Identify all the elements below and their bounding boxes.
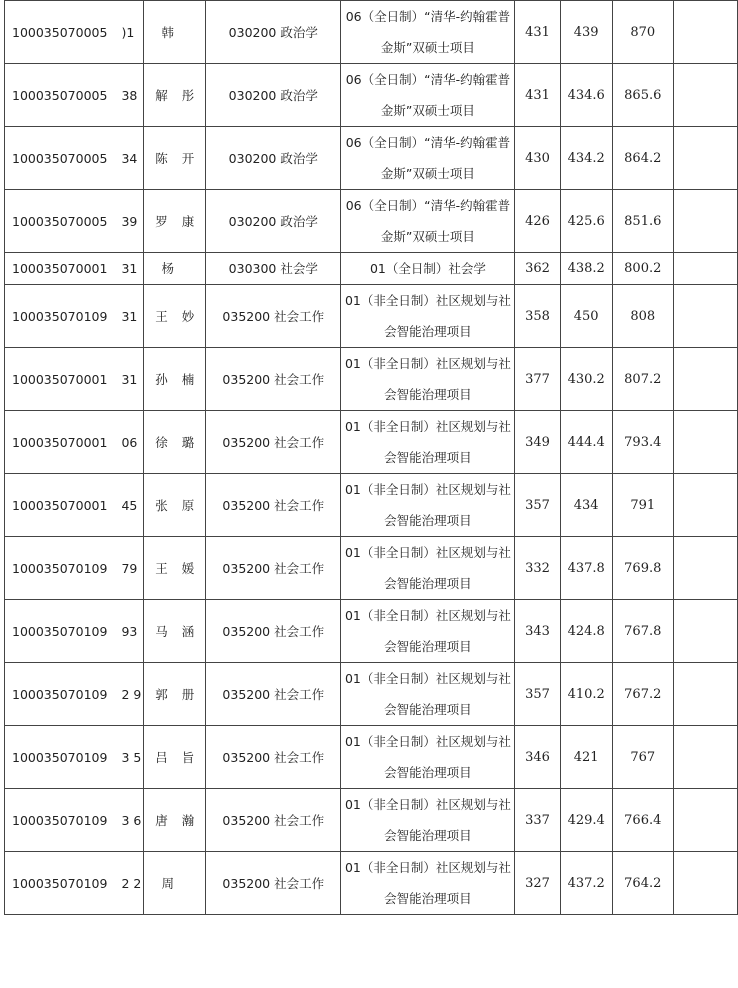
direction-cell <box>341 285 515 348</box>
table-row <box>5 600 738 663</box>
direction-cell <box>341 789 515 852</box>
redaction-mask <box>168 89 182 104</box>
prelim-score-cell <box>515 1 560 64</box>
retest-score-cell <box>560 537 612 600</box>
total-score-cell <box>612 253 673 285</box>
major: 030300 社会学 <box>228 261 318 276</box>
total-score: 764.2 <box>624 875 662 891</box>
note-cell <box>673 852 737 915</box>
note-cell <box>673 789 737 852</box>
redaction-mask <box>174 262 188 277</box>
major-cell <box>206 474 341 537</box>
name-cell <box>144 474 206 537</box>
candidate-id-tail: 31 <box>121 308 138 324</box>
retest-score-cell <box>560 726 612 789</box>
total-score-cell <box>612 411 673 474</box>
candidate-id-cell <box>5 190 144 253</box>
table-row <box>5 537 738 600</box>
candidate-id: 100035070109 <box>12 686 108 702</box>
direction-cell <box>341 1 515 64</box>
redaction-mask <box>107 814 121 829</box>
redaction-mask <box>107 625 121 640</box>
total-score-cell <box>612 64 673 127</box>
prelim-score-cell <box>515 852 560 915</box>
name-cell <box>144 789 206 852</box>
retest-score-cell <box>560 253 612 285</box>
redaction-mask <box>174 26 188 41</box>
table-row <box>5 285 738 348</box>
retest-score-cell <box>560 411 612 474</box>
name-last-char: 册 <box>181 686 195 702</box>
major-cell <box>206 64 341 127</box>
research-direction: 01（非全日制）社区规划与社会智能治理项目 <box>344 734 511 780</box>
name-cell <box>144 600 206 663</box>
total-score: 767 <box>630 749 656 765</box>
retest-score-cell <box>560 127 612 190</box>
major-cell <box>206 411 341 474</box>
prelim-score: 377 <box>525 371 550 387</box>
redaction-mask <box>168 215 182 230</box>
retest-score-cell <box>560 789 612 852</box>
redaction-mask <box>107 310 121 325</box>
candidate-id-tail: 2 2 <box>121 875 142 891</box>
candidate-id-cell <box>5 726 144 789</box>
candidate-id-cell <box>5 348 144 411</box>
name-last-char: 瀚 <box>181 812 195 828</box>
score-table <box>4 0 738 915</box>
prelim-score: 430 <box>525 150 550 166</box>
major-cell <box>206 127 341 190</box>
redaction-mask <box>168 310 182 325</box>
retest-score-cell <box>560 285 612 348</box>
major: 035200 社会工作 <box>222 308 325 324</box>
major-cell <box>206 663 341 726</box>
retest-score: 430.2 <box>567 371 605 387</box>
research-direction: 01（非全日制）社区规划与社会智能治理项目 <box>344 545 511 591</box>
prelim-score-cell <box>515 726 560 789</box>
prelim-score: 431 <box>525 24 550 40</box>
note-cell <box>673 663 737 726</box>
name-first-char: 唐 <box>155 812 168 828</box>
direction-cell <box>341 253 515 285</box>
total-score-cell <box>612 600 673 663</box>
redaction-mask <box>107 215 121 230</box>
candidate-id-cell <box>5 537 144 600</box>
redaction-mask <box>168 373 182 388</box>
total-score: 864.2 <box>624 150 662 166</box>
candidate-id-tail: 2 9 <box>121 686 142 702</box>
retest-score-cell <box>560 190 612 253</box>
major: 030200 政治学 <box>228 87 318 103</box>
table-row <box>5 663 738 726</box>
direction-cell <box>341 726 515 789</box>
retest-score-cell <box>560 1 612 64</box>
redaction-mask <box>107 688 121 703</box>
candidate-id-tail: 31 <box>121 261 138 276</box>
retest-score: 410.2 <box>567 686 605 702</box>
name-last-char: 璐 <box>181 434 195 450</box>
prelim-score: 343 <box>525 623 550 639</box>
name-first-char: 罗 <box>155 213 168 229</box>
candidate-id-cell <box>5 663 144 726</box>
redaction-mask <box>107 262 121 277</box>
name-first-char: 周 <box>161 875 175 891</box>
redaction-mask <box>107 562 121 577</box>
name-cell <box>144 537 206 600</box>
major: 035200 社会工作 <box>222 623 325 639</box>
redaction-mask <box>107 877 121 892</box>
retest-score-cell <box>560 600 612 663</box>
name-first-char: 解 <box>155 87 168 103</box>
prelim-score-cell <box>515 190 560 253</box>
direction-cell <box>341 852 515 915</box>
research-direction: 01（非全日制）社区规划与社会智能治理项目 <box>344 356 511 402</box>
candidate-id-tail: 93 <box>121 623 138 639</box>
direction-cell <box>341 348 515 411</box>
total-score: 807.2 <box>624 371 662 387</box>
redaction-mask <box>168 751 182 766</box>
candidate-id-tail: 45 <box>121 497 138 513</box>
table-body <box>5 1 738 915</box>
major: 030200 政治学 <box>228 24 318 40</box>
name-first-char: 杨 <box>161 261 175 276</box>
major-cell <box>206 726 341 789</box>
name-cell <box>144 348 206 411</box>
total-score-cell <box>612 348 673 411</box>
total-score: 851.6 <box>624 213 662 229</box>
note-cell <box>673 64 737 127</box>
prelim-score-cell <box>515 663 560 726</box>
candidate-id-cell <box>5 285 144 348</box>
candidate-id: 100035070109 <box>12 875 108 891</box>
retest-score: 437.2 <box>567 875 605 891</box>
name-cell <box>144 253 206 285</box>
name-first-char: 王 <box>155 560 168 576</box>
direction-cell <box>341 190 515 253</box>
major: 035200 社会工作 <box>222 749 325 765</box>
major: 030200 政治学 <box>228 213 318 229</box>
total-score: 791 <box>630 497 656 513</box>
note-cell <box>673 253 737 285</box>
name-last-char: 开 <box>181 150 195 166</box>
total-score: 767.2 <box>624 686 662 702</box>
prelim-score-cell <box>515 537 560 600</box>
prelim-score: 349 <box>525 434 550 450</box>
total-score: 800.2 <box>624 261 662 276</box>
total-score-cell <box>612 127 673 190</box>
retest-score: 444.4 <box>567 434 605 450</box>
research-direction: 06（全日制）“清华-约翰霍普金斯”双硕士项目 <box>345 72 511 118</box>
note-cell <box>673 127 737 190</box>
name-cell <box>144 190 206 253</box>
name-first-char: 韩 <box>161 24 175 40</box>
note-cell <box>673 474 737 537</box>
name-first-char: 王 <box>155 308 168 324</box>
name-last-char: 妙 <box>181 308 195 324</box>
redaction-mask <box>168 436 182 451</box>
retest-score: 429.4 <box>567 812 605 828</box>
total-score-cell <box>612 537 673 600</box>
prelim-score-cell <box>515 789 560 852</box>
name-cell <box>144 127 206 190</box>
note-cell <box>673 190 737 253</box>
major-cell <box>206 285 341 348</box>
prelim-score: 346 <box>525 749 550 765</box>
research-direction: 01（非全日制）社区规划与社会智能治理项目 <box>344 419 511 465</box>
candidate-id-tail: )1 <box>121 24 135 40</box>
major: 035200 社会工作 <box>222 371 325 387</box>
name-last-char: 彤 <box>181 87 195 103</box>
candidate-id: 100035070109 <box>12 749 108 765</box>
candidate-id-cell <box>5 253 144 285</box>
retest-score: 434.6 <box>567 87 605 103</box>
total-score: 767.8 <box>624 623 662 639</box>
prelim-score: 362 <box>525 261 550 276</box>
candidate-id-cell <box>5 789 144 852</box>
direction-cell <box>341 663 515 726</box>
note-cell <box>673 348 737 411</box>
table-row <box>5 64 738 127</box>
total-score-cell <box>612 789 673 852</box>
candidate-id-tail: 3 5 <box>121 749 142 765</box>
prelim-score-cell <box>515 64 560 127</box>
total-score-cell <box>612 474 673 537</box>
note-cell <box>673 726 737 789</box>
name-last-char: 原 <box>181 497 195 513</box>
retest-score: 424.8 <box>567 623 605 639</box>
major-cell <box>206 537 341 600</box>
redaction-mask <box>107 89 121 104</box>
name-first-char: 张 <box>155 497 168 513</box>
total-score: 870 <box>630 24 656 40</box>
total-score-cell <box>612 852 673 915</box>
retest-score: 434 <box>573 497 599 513</box>
total-score-cell <box>612 285 673 348</box>
name-cell <box>144 64 206 127</box>
table-row <box>5 789 738 852</box>
table-row <box>5 852 738 915</box>
prelim-score-cell <box>515 411 560 474</box>
total-score: 793.4 <box>624 434 662 450</box>
table-row <box>5 253 738 285</box>
research-direction: 01（非全日制）社区规划与社会智能治理项目 <box>344 797 511 843</box>
name-cell <box>144 1 206 64</box>
retest-score-cell <box>560 64 612 127</box>
prelim-score-cell <box>515 348 560 411</box>
candidate-id: 100035070001 <box>12 434 108 450</box>
name-cell <box>144 852 206 915</box>
prelim-score: 332 <box>525 560 550 576</box>
retest-score: 438.2 <box>567 261 605 276</box>
redaction-mask <box>168 152 182 167</box>
major-cell <box>206 190 341 253</box>
major-cell <box>206 1 341 64</box>
redaction-mask <box>107 373 121 388</box>
table-row <box>5 1 738 64</box>
name-cell <box>144 285 206 348</box>
redaction-mask <box>168 625 182 640</box>
candidate-id-cell <box>5 64 144 127</box>
table-row <box>5 474 738 537</box>
prelim-score: 337 <box>525 812 550 828</box>
name-first-char: 孙 <box>155 371 168 387</box>
redaction-mask <box>174 877 188 892</box>
name-cell <box>144 411 206 474</box>
retest-score: 450 <box>573 308 599 324</box>
candidate-id-cell <box>5 411 144 474</box>
candidate-id: 100035070005 <box>12 213 108 229</box>
direction-cell <box>341 537 515 600</box>
total-score: 769.8 <box>624 560 662 576</box>
candidate-id-cell <box>5 600 144 663</box>
retest-score: 421 <box>573 749 599 765</box>
table-row <box>5 348 738 411</box>
direction-cell <box>341 64 515 127</box>
candidate-id-tail: 34 <box>121 150 138 166</box>
research-direction: 01（全日制）社会学 <box>369 261 486 276</box>
name-cell <box>144 663 206 726</box>
prelim-score: 357 <box>525 497 550 513</box>
redaction-mask <box>168 499 182 514</box>
total-score-cell <box>612 726 673 789</box>
research-direction: 06（全日制）“清华-约翰霍普金斯”双硕士项目 <box>345 135 511 181</box>
direction-cell <box>341 474 515 537</box>
candidate-id: 100035070005 <box>12 24 108 40</box>
major: 035200 社会工作 <box>222 812 325 828</box>
research-direction: 06（全日制）“清华-约翰霍普金斯”双硕士项目 <box>345 198 511 244</box>
note-cell <box>673 411 737 474</box>
major-cell <box>206 789 341 852</box>
candidate-id: 100035070001 <box>12 497 108 513</box>
name-cell <box>144 726 206 789</box>
candidate-id-cell <box>5 127 144 190</box>
candidate-id: 100035070109 <box>12 308 108 324</box>
major: 035200 社会工作 <box>222 875 325 891</box>
redaction-mask <box>168 562 182 577</box>
total-score-cell <box>612 663 673 726</box>
major-cell <box>206 852 341 915</box>
direction-cell <box>341 127 515 190</box>
redaction-mask <box>168 814 182 829</box>
retest-score-cell <box>560 852 612 915</box>
prelim-score-cell <box>515 253 560 285</box>
note-cell <box>673 600 737 663</box>
retest-score-cell <box>560 348 612 411</box>
major: 035200 社会工作 <box>222 434 325 450</box>
research-direction: 01（非全日制）社区规划与社会智能治理项目 <box>344 482 511 528</box>
table-row <box>5 190 738 253</box>
retest-score: 425.6 <box>567 213 605 229</box>
candidate-id: 100035070001 <box>12 261 108 276</box>
research-direction: 01（非全日制）社区规划与社会智能治理项目 <box>344 860 511 906</box>
candidate-id: 100035070005 <box>12 150 108 166</box>
candidate-id-tail: 31 <box>121 371 138 387</box>
table-row <box>5 411 738 474</box>
name-last-char: 楠 <box>181 371 195 387</box>
direction-cell <box>341 600 515 663</box>
prelim-score-cell <box>515 285 560 348</box>
major: 035200 社会工作 <box>222 686 325 702</box>
retest-score-cell <box>560 474 612 537</box>
name-last-char: 涵 <box>181 623 195 639</box>
major: 030200 政治学 <box>228 150 318 166</box>
major-cell <box>206 348 341 411</box>
total-score: 808 <box>630 308 656 324</box>
total-score-cell <box>612 190 673 253</box>
total-score-cell <box>612 1 673 64</box>
candidate-id-tail: 79 <box>121 560 138 576</box>
prelim-score-cell <box>515 600 560 663</box>
name-last-char: 旨 <box>181 749 195 765</box>
candidate-id: 100035070109 <box>12 812 108 828</box>
prelim-score-cell <box>515 127 560 190</box>
major-cell <box>206 600 341 663</box>
candidate-id: 100035070109 <box>12 623 108 639</box>
name-last-char: 康 <box>181 213 195 229</box>
major: 035200 社会工作 <box>222 560 325 576</box>
note-cell <box>673 285 737 348</box>
retest-score: 439 <box>573 24 599 40</box>
redaction-mask <box>107 436 121 451</box>
name-first-char: 陈 <box>155 150 168 166</box>
prelim-score: 426 <box>525 213 550 229</box>
candidate-id: 100035070005 <box>12 87 108 103</box>
name-last-char: 媛 <box>181 560 195 576</box>
note-cell <box>673 537 737 600</box>
candidate-id: 100035070001 <box>12 371 108 387</box>
direction-cell <box>341 411 515 474</box>
major-cell <box>206 253 341 285</box>
candidate-id-tail: 3 6 <box>121 812 142 828</box>
candidate-id-cell <box>5 1 144 64</box>
redaction-mask <box>107 26 121 41</box>
candidate-id-tail: 38 <box>121 87 138 103</box>
candidate-id: 100035070109 <box>12 560 108 576</box>
prelim-score: 358 <box>525 308 550 324</box>
name-first-char: 马 <box>155 623 168 639</box>
retest-score-cell <box>560 663 612 726</box>
research-direction: 06（全日制）“清华-约翰霍普金斯”双硕士项目 <box>345 9 511 55</box>
redaction-mask <box>107 152 121 167</box>
name-first-char: 郭 <box>155 686 168 702</box>
prelim-score: 357 <box>525 686 550 702</box>
research-direction: 01（非全日制）社区规划与社会智能治理项目 <box>344 608 511 654</box>
redaction-mask <box>107 499 121 514</box>
total-score: 766.4 <box>624 812 662 828</box>
prelim-score-cell <box>515 474 560 537</box>
total-score: 865.6 <box>624 87 662 103</box>
redaction-mask <box>107 751 121 766</box>
note-cell <box>673 1 737 64</box>
candidate-id-cell <box>5 852 144 915</box>
table-row <box>5 726 738 789</box>
major: 035200 社会工作 <box>222 497 325 513</box>
redaction-mask <box>168 688 182 703</box>
name-first-char: 吕 <box>155 749 168 765</box>
candidate-id-cell <box>5 474 144 537</box>
research-direction: 01（非全日制）社区规划与社会智能治理项目 <box>344 671 511 717</box>
prelim-score: 431 <box>525 87 550 103</box>
research-direction: 01（非全日制）社区规划与社会智能治理项目 <box>344 293 511 339</box>
retest-score: 437.8 <box>567 560 605 576</box>
candidate-id-tail: 06 <box>121 434 138 450</box>
name-first-char: 徐 <box>155 434 168 450</box>
candidate-id-tail: 39 <box>121 213 138 229</box>
table-row <box>5 127 738 190</box>
prelim-score: 327 <box>525 875 550 891</box>
retest-score: 434.2 <box>567 150 605 166</box>
